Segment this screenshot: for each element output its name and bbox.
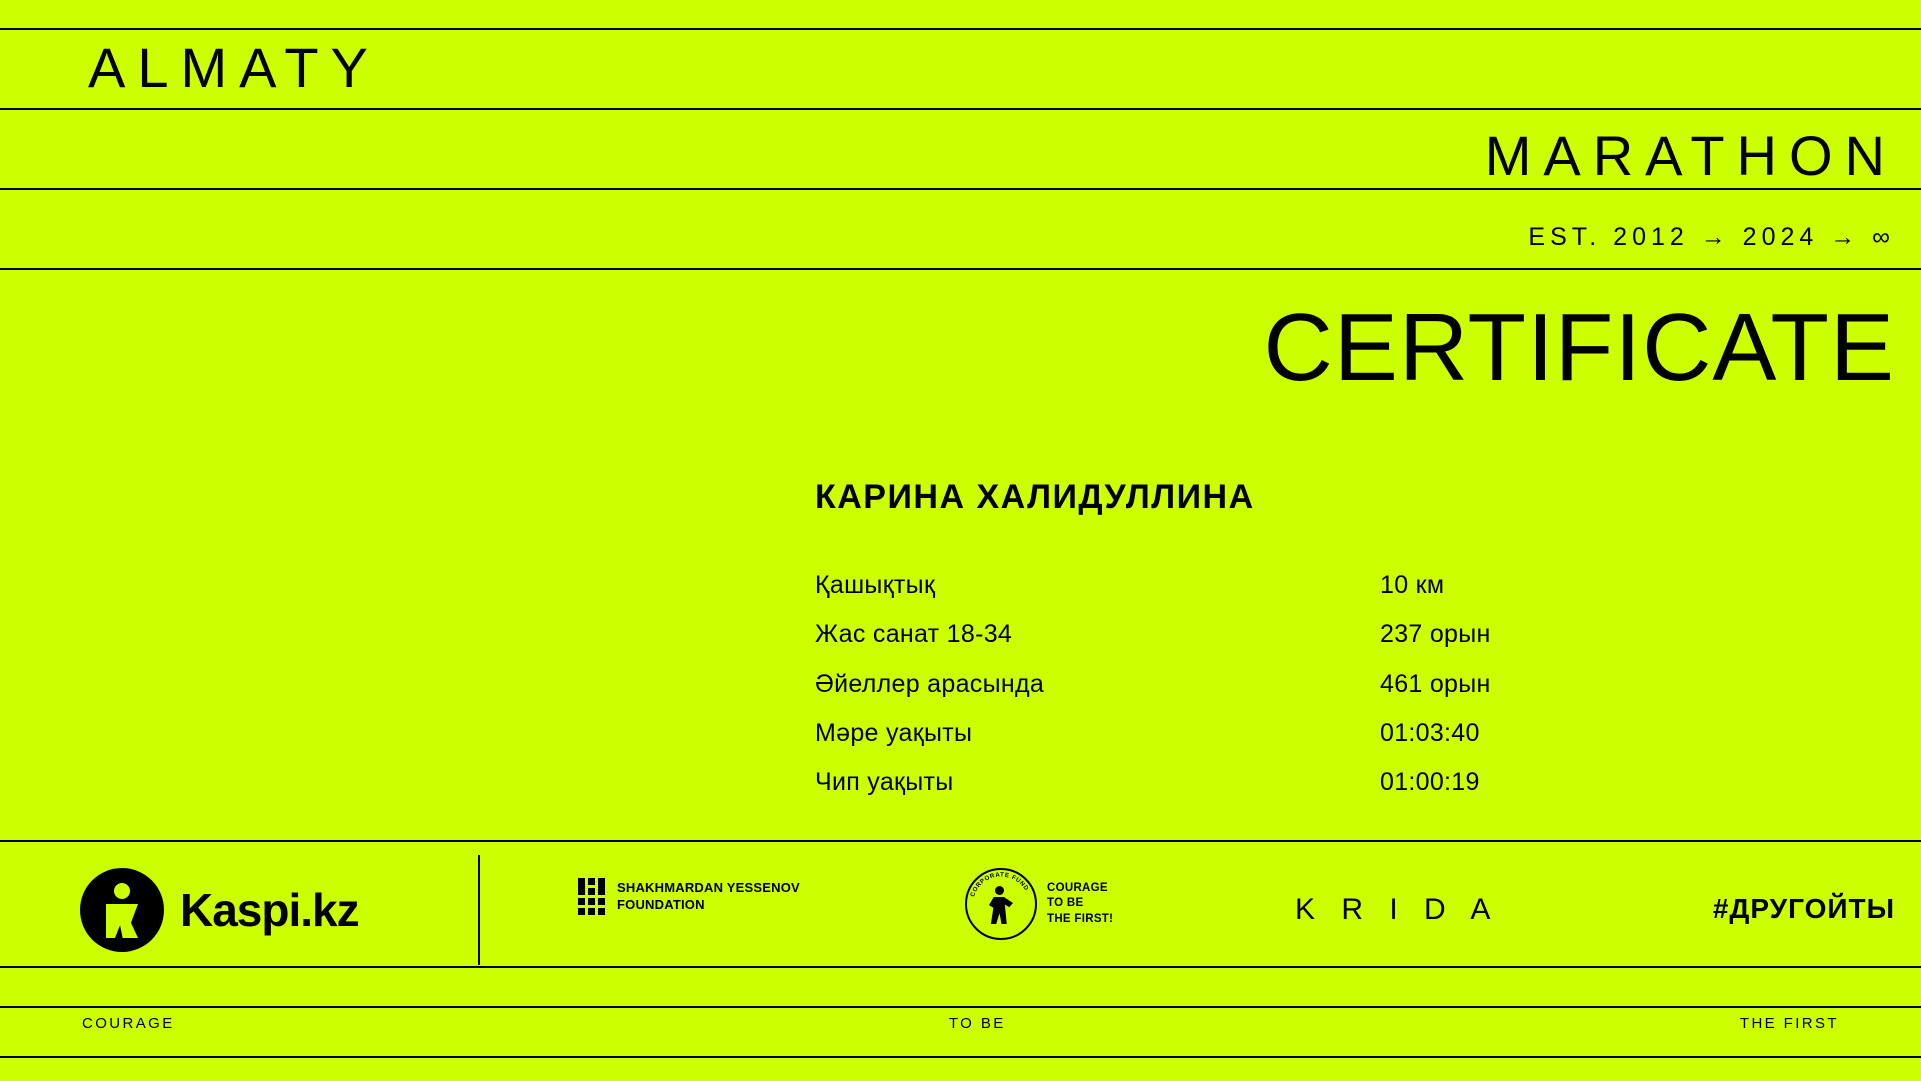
sponsor-yessenov-line1: SHAKHMARDAN YESSENOV xyxy=(617,880,800,896)
sponsor-kaspi-label: Kaspi.kz xyxy=(180,884,359,936)
footer xyxy=(0,1015,1921,1032)
table-row xyxy=(815,669,1615,700)
sponsor-kaspi xyxy=(80,868,359,952)
corporate-line2: TO BE xyxy=(1047,897,1084,910)
result-label: Жас санат 18-34 xyxy=(815,620,1013,649)
kaspi-logo-icon xyxy=(80,868,164,952)
table-row xyxy=(815,767,1615,798)
divider-sponsors-top xyxy=(0,840,1921,842)
sponsor-hashtag-label: #ДРУГОЙТЫ xyxy=(1712,893,1895,924)
footer-right: THE FIRST xyxy=(1739,1015,1839,1032)
established-line: EST. 2012 → 2024 → ∞ xyxy=(1528,223,1895,251)
divider-footer-bottom xyxy=(0,1056,1921,1058)
divider-top-2 xyxy=(0,108,1921,110)
result-value: 461 орын xyxy=(1380,669,1491,698)
sponsor-yessenov xyxy=(578,878,800,915)
divider-footer-top xyxy=(0,1006,1921,1008)
result-label: Чип уақыты xyxy=(815,768,954,796)
table-row xyxy=(815,570,1615,601)
result-label: Мәре уақыты xyxy=(815,718,973,747)
sponsor-corporate-label xyxy=(1047,881,1113,928)
corporate-line3: THE FIRST! xyxy=(1047,912,1114,925)
sponsor-yessenov-line2: FOUNDATION xyxy=(617,896,705,912)
result-value: 10 км xyxy=(1380,571,1445,599)
corporate-line1: COURAGE xyxy=(1047,881,1108,894)
results-table xyxy=(815,570,1615,816)
sponsor-krida-label: K R I D A xyxy=(1295,893,1500,926)
corporate-fund-logo-icon xyxy=(965,868,1037,940)
result-value: 01:00:19 xyxy=(1380,768,1480,796)
corporate-fund-arc-label: CORPORATE FUND xyxy=(969,871,1030,898)
divider-top-4 xyxy=(0,268,1921,270)
divider-top-3 xyxy=(0,188,1921,190)
result-value: 01:03:40 xyxy=(1380,718,1480,747)
sponsor-corporate-fund xyxy=(965,868,1113,940)
result-label: Әйеллер арасында xyxy=(815,669,1045,698)
athlete-name: КАРИНА ХАЛИДУЛЛИНА xyxy=(815,478,1255,516)
brand-line-almaty: ALMATY xyxy=(88,36,380,99)
result-value: 237 орын xyxy=(1380,620,1491,649)
sponsor-divider xyxy=(478,855,480,965)
result-label: Қашықтық xyxy=(815,571,936,599)
sponsor-yessenov-label xyxy=(617,880,800,913)
page-title: CERTIFICATE xyxy=(1263,294,1895,401)
table-row xyxy=(815,718,1615,749)
divider-sponsors-bottom xyxy=(0,966,1921,968)
table-row xyxy=(815,619,1615,650)
divider-top-1 xyxy=(0,28,1921,30)
footer-center: TO BE xyxy=(948,1015,1006,1032)
yessenov-logo-icon xyxy=(578,878,605,915)
brand-line-marathon: MARATHON xyxy=(1484,124,1897,187)
footer-left: COURAGE xyxy=(82,1015,175,1032)
